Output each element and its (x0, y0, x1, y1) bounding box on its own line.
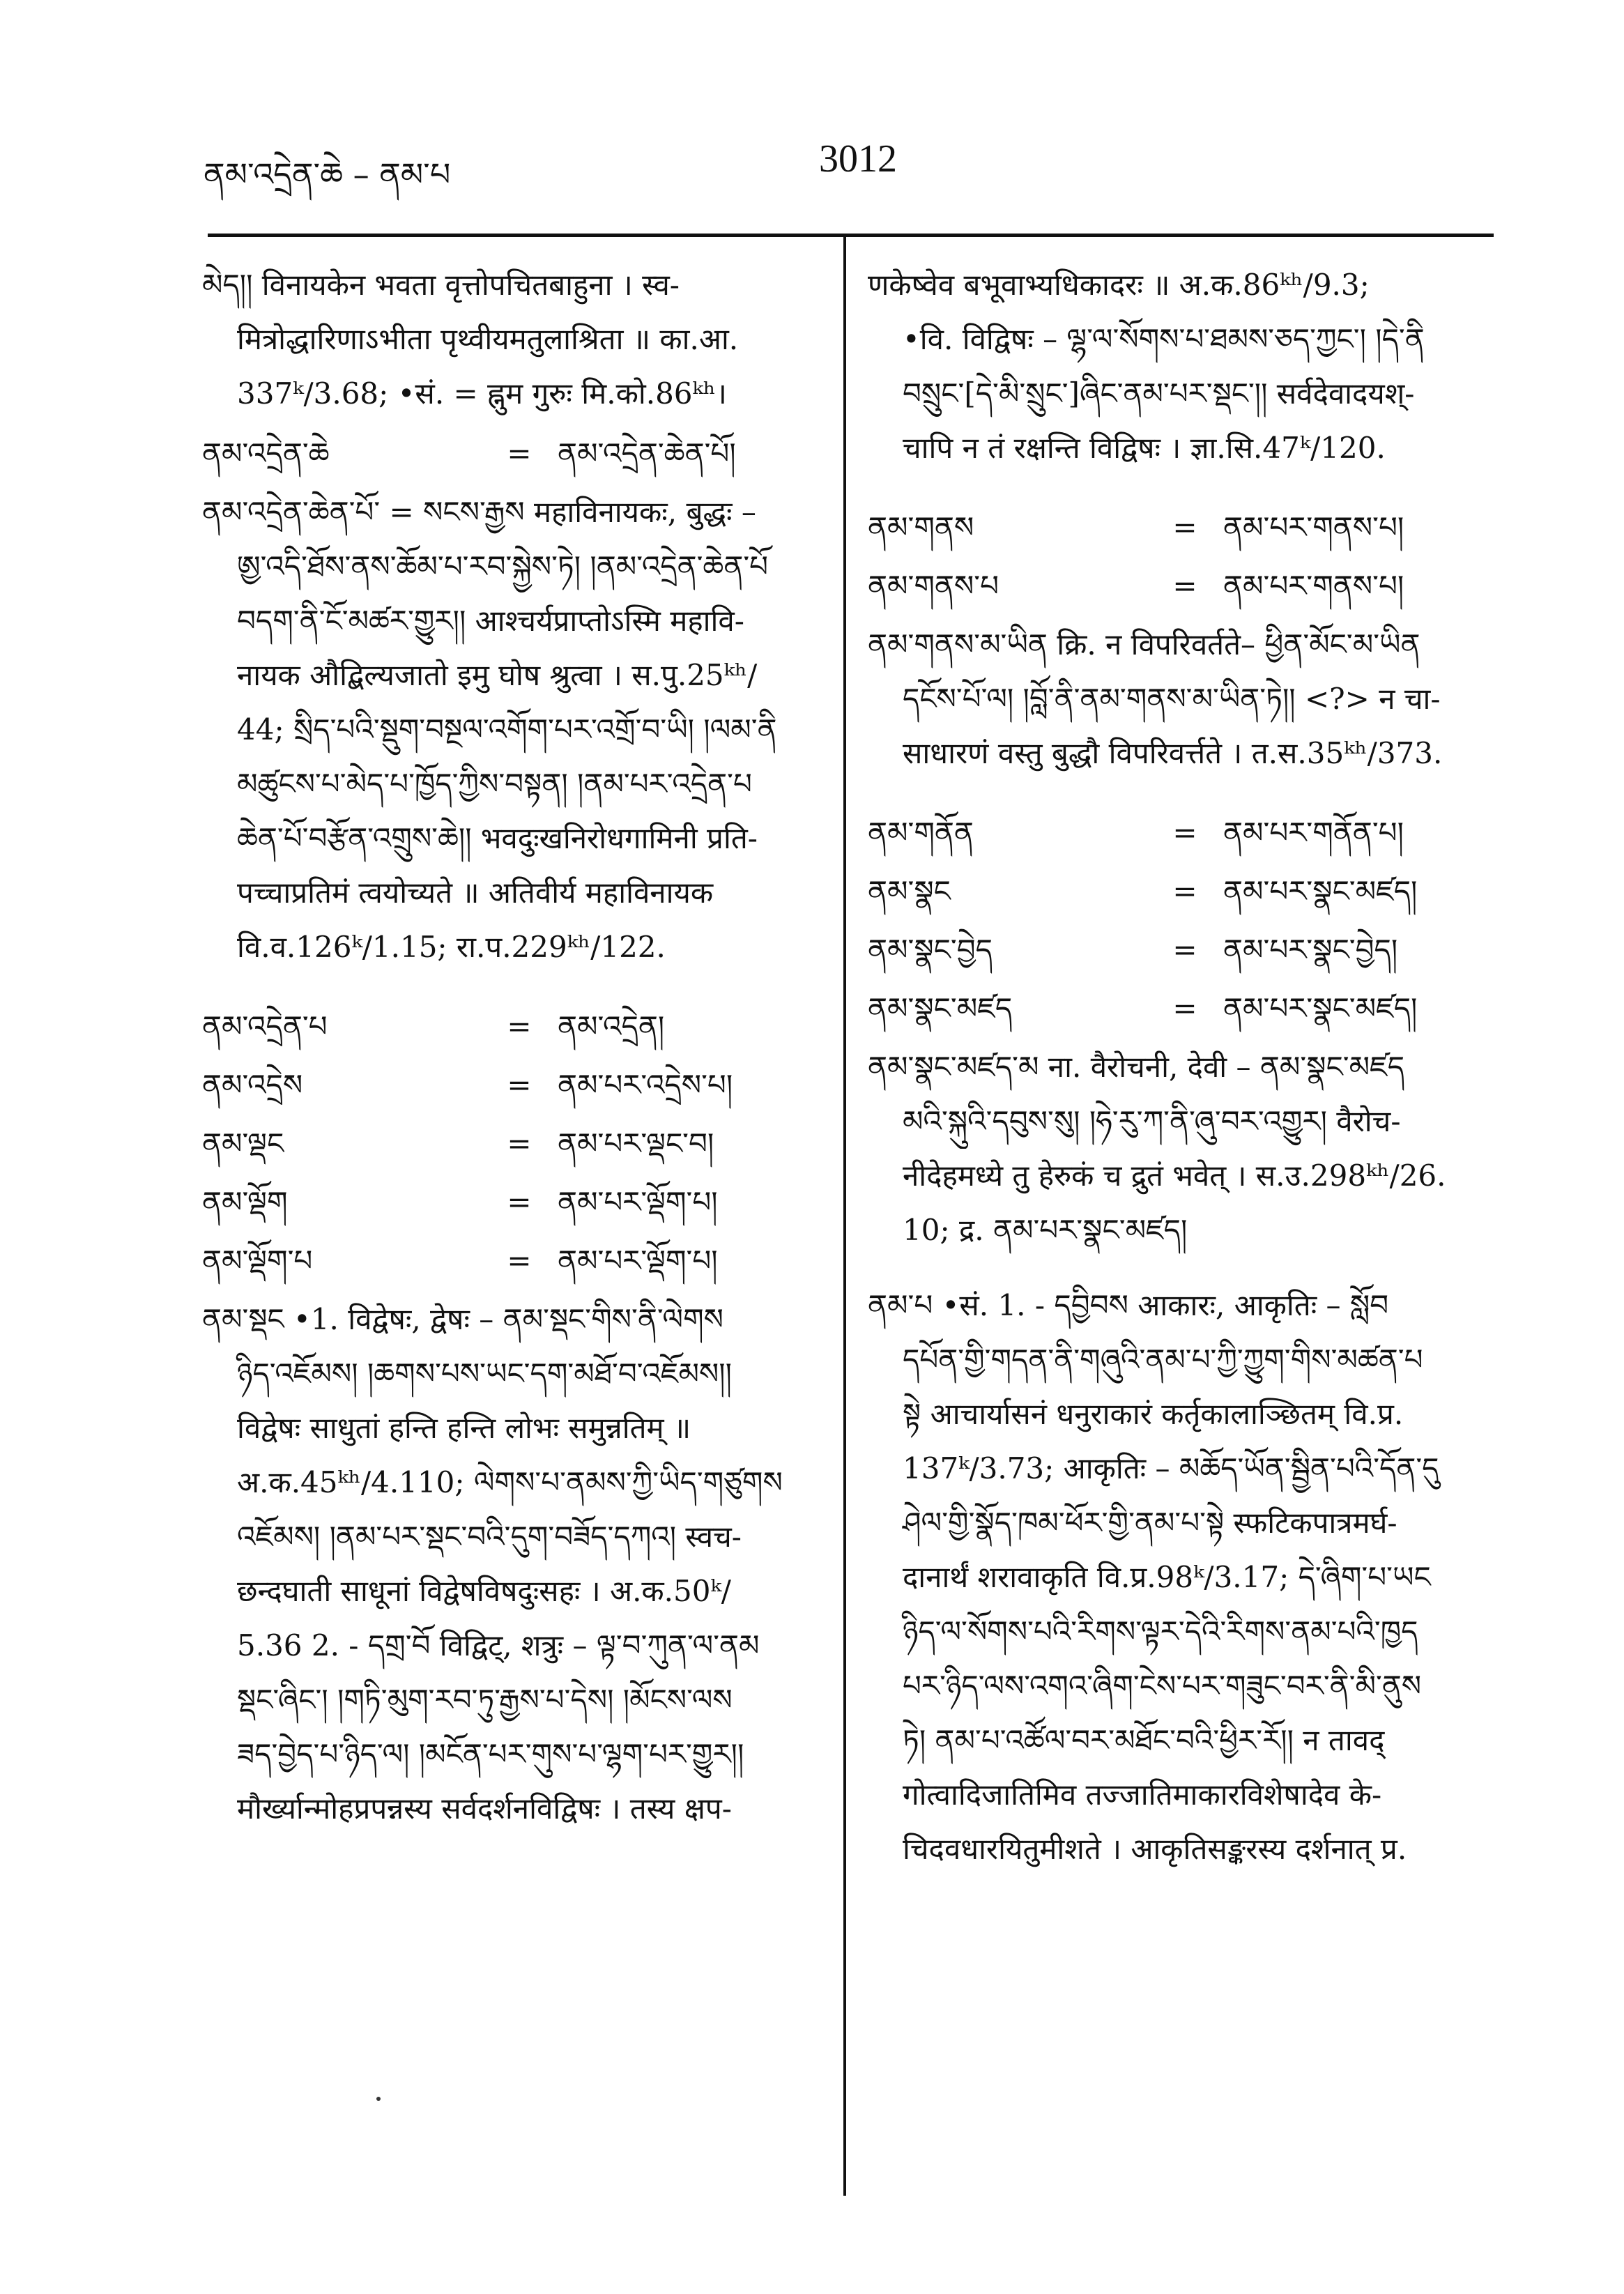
entry-headword: ནམ་ལྡོག་པ (202, 1244, 313, 1278)
entry-line: णकेष्वेव बभूवाभ्यधिकादरः ॥ अ.क.86ᵏʰ/9.3; (868, 268, 1370, 302)
reference-target: ནམ་འདྲེན་ཆེན་པོ། (558, 436, 736, 471)
entry-line: མེད།། विनायकेन भवता वृत्तोपचितबाहुना । स्व- (202, 268, 680, 302)
entry-line: དཔོན་གྱི་གདན་ནི་གཞུའི་ནམ་པ་ཀྱི་ཀྱུག་གིས་མཚན་པ (903, 1343, 1423, 1377)
spacer (868, 786, 1495, 802)
entry-line: སྟེ आचार्यासनं धनुराकारं कर्तृकालाञ्छितम् वि.प्र. (903, 1397, 1404, 1431)
equals-sign: = (1172, 569, 1197, 603)
entry-line: ཟད་བྱེད་པ་ཉིད་ལ། །མངོན་པར་གུས་པ་ལྷག་པར་གྱུར།། (237, 1737, 744, 1771)
entry-line: 10; द्र. ནམ་པར་སྣང་མཛད། (903, 1213, 1188, 1247)
reference-target: ནམ་པར་གནོན་པ། (1223, 816, 1404, 850)
cross-reference-entry (868, 559, 1495, 613)
equals-sign: = (1172, 933, 1197, 967)
entry-line: नीदेहमध्ये तु हेरुकं च द्रुतं भवेत् । स.उ.298ᵏʰ/26. (903, 1159, 1446, 1193)
equals-sign: = (1172, 510, 1197, 544)
dictionary-entry (868, 1278, 1495, 1876)
reference-target: ནམ་པར་འདྲེས་པ། (558, 1068, 733, 1102)
cross-reference-entry (202, 1058, 815, 1112)
entry-headword: ནམ་སྣང་བྱེད (868, 933, 993, 967)
cross-reference-entry (868, 806, 1495, 860)
dictionary-entry (868, 1040, 1495, 1257)
cross-reference-entry (202, 1117, 815, 1171)
entry-line: ཉིད་ལ་སོགས་པའི་རིགས་ལྟར་དེའི་རིགས་ནམ་པའི་ཁྱད (903, 1614, 1418, 1649)
right-column (868, 258, 1495, 1882)
entry-line: गोत्वादिजातिमिव तज्जातिमाकारविशेषादेव के- (903, 1777, 1382, 1812)
reference-target: ནམ་པར་ལྡང་བ། (558, 1126, 714, 1161)
cross-reference-entry (868, 981, 1495, 1036)
reference-target: ནམ་འདྲེན། (558, 1009, 665, 1043)
entry-line: चिदवधारयितुमीशते । आकृतिसङ्करस्य दर्शनात् प्र. (903, 1832, 1407, 1866)
dictionary-entry (202, 258, 815, 421)
cross-reference-entry (868, 923, 1495, 977)
entry-headword: ནམ་འདྲེས (202, 1068, 303, 1102)
equals-sign: = (507, 1244, 532, 1278)
entry-line: मौर्ख्यान्मोहप्रपन्नस्य सर्वदर्शनविद्विषः । तस्य क्षप- (237, 1791, 732, 1826)
reference-target: ནམ་པར་གནས་པ། (1223, 510, 1404, 544)
column-divider (843, 237, 846, 2196)
entry-line: 137ᵏ/3.73; आकृतिः – མཆོད་ཡོན་སྦྱིན་པའི་དོན་དུ (903, 1451, 1439, 1485)
dictionary-entry (202, 485, 815, 974)
spacer (868, 1263, 1495, 1278)
entry-line: མའི་སྐུའི་དབུས་སུ། །ཧེ་རུ་ཀ་ནི་ཞུ་བར་འགྱུར། वैरोच- (903, 1104, 1401, 1138)
entry-line: 337ᵏ/3.68; •सं. = ह्नुम गुरुः मि.को.86ᵏʰ। (237, 376, 727, 411)
entry-line: ཉིད་འཇོམས། །ཆགས་པས་ཡང་དག་མཐོ་བ་འཇོམས།། (237, 1356, 732, 1391)
equals-sign: = (1172, 874, 1197, 908)
spacer (868, 481, 1495, 496)
entry-line: अ.क.45ᵏʰ/4.110; ལེགས་པ་ནམས་ཀྱི་ཡིད་གཙུགས (237, 1465, 783, 1499)
entry-line: विद्वेषः साधुतां हन्ति हन्ति लोभः समुन्नतिम् ॥ (237, 1411, 691, 1445)
entry-line: 5.36 2. - དགྲ་བོ विद्विट्, शत्रुः – ལྟ་བ་ཀུན་ལ་ནམ (237, 1628, 760, 1662)
equals-sign: = (507, 1126, 532, 1161)
entry-line: पच्चाप्रतिमं त्वयोच्यते ॥ अतिवीर्य महाविनायक (237, 875, 714, 910)
entry-line: साधारणं वस्तु बुद्धौ विपरिवर्त्तते । त.स.35ᵏʰ/373. (903, 736, 1443, 770)
entry-line: སྡང་ཞིང་། །གཏི་མུག་རབ་ཏུ་རྒྱས་པ་དེས། །མོངས་ལས (237, 1683, 733, 1717)
reference-target: ནམ་པར་སྣང་མཛད། (1223, 874, 1418, 908)
reference-target: ནམ་པར་སྣང་མཛད། (1223, 991, 1418, 1025)
entry-line: པར་ཉིད་ལས་འགའ་ཞིག་ངེས་པར་གཟུང་བར་ནི་མི་ནུས (903, 1669, 1422, 1703)
entry-line: བདག་ནི་ངོ་མཚར་གྱུར།། आश्चर्यप्राप्तोऽस्मि महावि- (237, 604, 744, 638)
entry-line: नायक औद्बिल्यजातो इमु घोष श्रुत्वा । स.पु.25ᵏʰ/ (237, 658, 758, 692)
cross-reference-entry (202, 1175, 815, 1230)
entry-line: ཏེ། ནམ་པ་འཚོལ་བར་མཐོང་བའི་ཕྱིར་རོ།། न तावद् (903, 1723, 1385, 1757)
entry-line: छन्दघाती साधूनां विद्वेषविषदुःसहः । अ.क.50ᵏ/ (237, 1574, 731, 1608)
entry-headword: ནམ་སྣང་མཛད (868, 991, 1013, 1025)
entry-line: चापि न तं रक्षन्ति विद्विषः । ज्ञा.सि.47ᵏ/120. (903, 431, 1386, 465)
entry-line: ནམ་སྣང་མཛད་མ ना. वैरोचनी, देवी – ནམ་སྣང་མཛད (868, 1050, 1405, 1084)
running-head: ནམ་འདྲེན་ཆེ – ནམ་པ (204, 155, 451, 193)
entry-headword: ནམ་གནས (868, 510, 974, 544)
cross-reference-entry (202, 1000, 815, 1054)
entry-line: མཚུངས་པ་མེད་པ་ཁྱོད་ཀྱིས་བསྟན། །ནམ་པར་འདྲེན་པ (237, 767, 752, 801)
entry-line: ཨྱ་འདི་ཐོས་ནས་ཆོམ་པ་རབ་སྐྱེས་ཏེ། །ནམ་འདྲེན་ཆེན་པོ (237, 549, 769, 583)
left-column (202, 258, 815, 1842)
entry-line: ནམ་སྡང •1. विद्वेषः, द्वेषः – ནམ་སྡང་གིས་ནི་ལེགས (202, 1302, 723, 1336)
cross-reference-entry (202, 427, 815, 481)
reference-target: ནམ་པར་གནས་པ། (1223, 569, 1404, 603)
entry-line: ནམ་པ •सं. 1. - དབྱིབས आकारः, आकृतिः – སློབ (868, 1288, 1389, 1322)
spacer (202, 980, 815, 995)
entry-line: 44; སྲིད་པའི་སྡུག་བསྔལ་འགོག་པར་འགྲོ་བ་ཡི། །ལམ་ནི (237, 712, 777, 747)
cross-reference-entry (868, 500, 1495, 555)
entry-line: ནམ་འདྲེན་ཆེན་པོ་ = སངས་རྒྱས महाविनायकः, बुद्धः – (202, 495, 756, 529)
equals-sign: = (507, 1068, 532, 1102)
header-rule (208, 234, 1494, 237)
dictionary-entry (868, 618, 1495, 781)
entry-line: ཤེལ་གྱི་སྣོད་ཁམ་ཕོར་གྱི་ནམ་པ་སྟེ स्फटिकपात्रमर्घ- (903, 1506, 1397, 1540)
entry-headword: ནམ་སྣང (868, 874, 951, 908)
reference-target: ནམ་པར་སྣང་བྱེད། (1223, 933, 1398, 967)
equals-sign: = (507, 1009, 532, 1043)
entry-line: ནམ་གནས་མ་ཡིན क्रि. न विपरिवर्तते– ཕྱིན་མོང་མ་ཡིན (868, 627, 1420, 662)
entry-line: •वि. विद्विषः – ལྷ་ལ་སོགས་པ་ཐམས་ཅད་ཀྱང་། །དེ་ནི (903, 322, 1425, 356)
cross-reference-entry (868, 864, 1495, 919)
reference-target: ནམ་པར་ལྡོག་པ། (558, 1244, 718, 1278)
entry-headword: ནམ་གནོན (868, 816, 974, 850)
entry-line: བསྲུང་[དེ་མི་སྲུང་]ཞིང་ནམ་པར་སྡང་།། सर्वदेवादयश्- (903, 376, 1415, 411)
equals-sign: = (507, 1185, 532, 1219)
page-number: 3012 (819, 137, 897, 181)
equals-sign: = (1172, 991, 1197, 1025)
equals-sign: = (1172, 816, 1197, 850)
equals-sign: = (507, 436, 532, 471)
entry-headword: ནམ་འདྲེན་པ (202, 1009, 328, 1043)
entry-line: དངོས་པོ་ལ། །བློ་ནི་ནམ་གནས་མ་ཡིན་ཏེ།། <?> न चा- (903, 682, 1441, 716)
entry-headword: ནམ་ལྡོག (202, 1185, 288, 1219)
entry-line: दानार्थं शरावाकृति वि.प्र.98ᵏ/3.17; དེ་ཞིག་པ་ཡང (903, 1560, 1431, 1594)
dictionary-entry (868, 258, 1495, 475)
cross-reference-entry (202, 1234, 815, 1288)
entry-headword: ནམ་འདྲེན་ཆེ (202, 436, 330, 471)
reference-target: ནམ་པར་ལྡོག་པ། (558, 1185, 718, 1219)
entry-line: वि.व.126ᵏ/1.15; रा.प.229ᵏʰ/122. (237, 930, 666, 964)
entry-headword: ནམ་ལྡང (202, 1126, 284, 1161)
entry-line: मित्रोद्धारिणाऽभीता पृथ्वीयमतुलाश्रिता ॥ का.आ. (237, 322, 739, 356)
stray-dot (376, 2097, 381, 2101)
dictionary-entry (202, 1292, 815, 1836)
entry-headword: ནམ་གནས་པ (868, 569, 999, 603)
entry-line: ཆེན་པོ་བརྩོན་འགྲུས་ཆེ།། भवदुःखनिरोधगामिनी प्रति- (237, 821, 758, 855)
entry-line: འཇོམས། །ནམ་པར་སྡང་བའི་དུག་བཟོད་དཀའ། स्वच- (237, 1520, 742, 1554)
